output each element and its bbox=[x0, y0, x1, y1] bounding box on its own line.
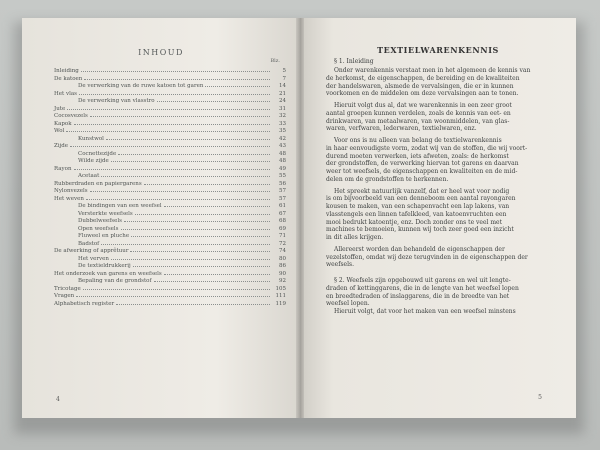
toc-entry-label: Rubberdraden en papiergarens bbox=[54, 180, 142, 187]
toc-entry-label: De bindingen van een weefsel bbox=[78, 203, 162, 209]
toc-entry-page: 5 bbox=[282, 68, 286, 74]
toc-leader-dots bbox=[81, 68, 270, 72]
toc-entry bbox=[54, 181, 286, 189]
body-line: delen om de grondstoffen te herkennen. bbox=[326, 175, 449, 183]
body-line: der grondstoffen, de verwerking hiervan tot garens en daarvan bbox=[326, 160, 519, 168]
toc-leader-dots bbox=[118, 151, 270, 155]
toc-entry bbox=[54, 136, 286, 144]
toc-leader-dots bbox=[111, 256, 270, 260]
body-line: en breedtedraden of inslaggarens, die in de breedte van het bbox=[326, 292, 510, 300]
toc-entry bbox=[54, 91, 286, 99]
body-line: Hieruit volgt, dat voor het maken van een weefsel minstens bbox=[334, 308, 516, 315]
toc-entry-label: Fluweel en pluche bbox=[78, 233, 130, 239]
toc-entry-label: Kapok bbox=[54, 120, 72, 127]
toc-entry bbox=[54, 158, 286, 166]
body-line: is om bijvoorbeeld van een denneboom een aantal rayongaren bbox=[326, 195, 516, 203]
toc-entry-page: 68 bbox=[279, 218, 286, 224]
left-page bbox=[22, 18, 300, 418]
right-page bbox=[300, 18, 576, 418]
toc-entry-page: 21 bbox=[279, 90, 286, 97]
toc-leader-dots bbox=[67, 106, 270, 110]
toc-entry-label: Zijde bbox=[54, 143, 69, 149]
toc-entry-page: 43 bbox=[279, 143, 286, 149]
toc-leader-dots bbox=[74, 166, 270, 170]
toc-entry-label: Bepaling van de grondstof bbox=[78, 278, 152, 284]
toc-entry-page: 74 bbox=[279, 248, 286, 254]
toc-entry bbox=[54, 286, 286, 294]
toc-entry-label: Dubbelweefsels bbox=[78, 218, 122, 224]
toc-entry-page: 105 bbox=[275, 285, 286, 292]
toc-entry-page: 119 bbox=[275, 300, 286, 307]
toc-entry-page: 86 bbox=[279, 263, 286, 269]
toc-entry-label: Badstof bbox=[78, 240, 100, 247]
toc-entry-page: 7 bbox=[282, 75, 286, 82]
body-line: drinkwaren, van metaalwaren, van woonmiddelen, van glas- bbox=[326, 117, 510, 125]
toc-leader-dots bbox=[106, 136, 270, 140]
body-line: durend moeten verwerken, iets afweten, zoals: de herkomst bbox=[326, 152, 509, 160]
toc-leader-dots bbox=[70, 143, 270, 147]
body-line: der handelswaren, alsmede de vervalsingen, die er in kunnen bbox=[326, 82, 514, 90]
toc-entry-page: 32 bbox=[279, 113, 286, 119]
toc-leader-dots bbox=[74, 121, 270, 125]
body-line: draden of kettinggarens, die in de lengte van het weefsel lopen bbox=[326, 284, 519, 292]
toc-entry-page: 61 bbox=[279, 203, 286, 209]
body-line: voorkomen en de middelen om deze vervalsingen aan te tonen. bbox=[326, 90, 519, 98]
toc-entry-label: Nylonvezels bbox=[54, 188, 88, 194]
toc-entry-page: 55 bbox=[279, 173, 286, 179]
toc-leader-dots bbox=[83, 286, 270, 290]
toc-entry-page: 35 bbox=[279, 128, 286, 134]
toc-entry-label: De afwerking of apprêtuur bbox=[54, 248, 129, 254]
body-line: waren, verfwaren, lederwaren, textielwaren, enz. bbox=[326, 125, 477, 133]
body-line: weefsels. bbox=[326, 261, 354, 269]
toc-entry-label: Kunstwol bbox=[78, 135, 104, 142]
toc-entry-page: 69 bbox=[279, 225, 286, 232]
toc-leader-dots bbox=[86, 196, 270, 200]
toc-title: INHOUD bbox=[138, 48, 184, 57]
toc-entry-label: Alphabetisch register bbox=[54, 300, 115, 307]
body-line: § 2. Weefsels zijn opgebouwd uit garens en wel uit lengte- bbox=[334, 277, 511, 284]
body-line: Allereerst worden dan behandeld de eigenschappen der bbox=[334, 245, 505, 253]
page-column-label: Blz. bbox=[270, 58, 280, 64]
toc-entry-label: Versterkte weefsels bbox=[78, 210, 133, 217]
toc-entry bbox=[54, 188, 286, 196]
toc-entry-label: De textieldrukkerij bbox=[78, 263, 131, 269]
toc-entry-label: Cocnettezijde bbox=[78, 150, 117, 157]
body-line: machines te bemoeien, kunnen wij toch zeer goed een inzicht bbox=[326, 226, 514, 234]
body-line: in dit alles krijgen. bbox=[326, 234, 384, 241]
toc-entry bbox=[54, 151, 286, 159]
body-line: kousen te maken, van een schapenvacht een lap lakens, van bbox=[326, 203, 510, 210]
toc-entry-page: 31 bbox=[279, 105, 286, 112]
toc-entry bbox=[54, 203, 286, 211]
body-line: vezelstoffen, omdat wij deze terugvinden in de eigenschappen der bbox=[326, 253, 528, 261]
body-line: Voor ons is nu alleen van belang de textielwarenkennis bbox=[334, 137, 502, 144]
toc-entry-page: 67 bbox=[279, 210, 286, 217]
toc-entry-page: 14 bbox=[279, 83, 286, 89]
toc-leader-dots bbox=[133, 263, 270, 267]
toc-leader-dots bbox=[111, 158, 270, 162]
toc-entry bbox=[54, 196, 286, 204]
toc-entry bbox=[54, 98, 286, 106]
toc-leader-dots bbox=[79, 91, 270, 95]
toc-entry bbox=[54, 166, 286, 174]
body-text bbox=[326, 67, 558, 316]
toc-leader-dots bbox=[157, 98, 270, 102]
toc-entry bbox=[54, 143, 286, 151]
toc-leader-dots bbox=[131, 233, 270, 237]
right-page-number: 5 bbox=[538, 394, 542, 401]
toc-entry-label: Het weven bbox=[54, 195, 84, 202]
body-line: Onder warenkennis verstaat men in het algemeen de kennis van bbox=[334, 67, 531, 74]
toc-leader-dots bbox=[164, 203, 270, 207]
toc-entry-page: 57 bbox=[279, 188, 286, 194]
section-heading: § 1. Inleiding bbox=[334, 58, 374, 65]
toc-leader-dots bbox=[101, 173, 270, 177]
toc-entry bbox=[54, 271, 286, 279]
toc-entry-label: Open weefsels bbox=[78, 225, 119, 232]
body-line: vlasstengels een linnen tafelkleed, van katoenvruchten een bbox=[326, 210, 507, 218]
toc-entry-page: 92 bbox=[279, 278, 286, 284]
toc-entry-page: 90 bbox=[279, 270, 286, 277]
toc-leader-dots bbox=[116, 301, 270, 305]
toc-entry-page: 33 bbox=[279, 120, 286, 127]
toc-entry-label: Jute bbox=[54, 105, 66, 112]
toc-entry-label: Het vlas bbox=[54, 90, 77, 97]
toc-entry-label: Rayon bbox=[54, 165, 72, 172]
toc-entry bbox=[54, 233, 286, 241]
toc-leader-dots bbox=[121, 226, 271, 230]
toc-entry bbox=[54, 256, 286, 264]
toc-entry-label: Cocosvezels bbox=[54, 113, 88, 119]
toc-entry-page: 72 bbox=[279, 240, 286, 247]
toc-entry-page: 49 bbox=[279, 165, 286, 172]
table-of-contents bbox=[54, 68, 286, 308]
toc-entry-page: 48 bbox=[279, 158, 286, 164]
toc-entry bbox=[54, 248, 286, 256]
toc-leader-dots bbox=[101, 241, 270, 245]
toc-entry bbox=[54, 293, 286, 301]
left-page-number: 4 bbox=[56, 396, 60, 403]
toc-entry-page: 80 bbox=[279, 255, 286, 262]
toc-entry-label: Wol bbox=[54, 128, 65, 134]
toc-leader-dots bbox=[144, 181, 270, 185]
toc-entry-page: 111 bbox=[275, 293, 286, 299]
toc-leader-dots bbox=[164, 271, 270, 275]
toc-entry bbox=[54, 301, 286, 309]
toc-entry bbox=[54, 106, 286, 114]
toc-leader-dots bbox=[124, 218, 270, 222]
toc-entry-label: Inleiding bbox=[54, 68, 79, 74]
toc-leader-dots bbox=[205, 83, 270, 87]
toc-entry bbox=[54, 173, 286, 181]
toc-entry-page: 48 bbox=[279, 150, 286, 157]
toc-entry-label: Vragen bbox=[54, 293, 75, 299]
toc-entry bbox=[54, 68, 286, 76]
toc-entry bbox=[54, 226, 286, 234]
body-line: Het spreekt natuurlijk vanzelf, dat er heel wat voor nodig bbox=[334, 187, 510, 195]
toc-entry-label: De verwerking van de ruwe katoen tot garen bbox=[78, 83, 204, 89]
toc-leader-dots bbox=[154, 278, 270, 282]
body-line: weefsel lopen. bbox=[326, 300, 370, 308]
toc-entry-label: Het verven bbox=[78, 255, 109, 262]
toc-entry bbox=[54, 263, 286, 271]
toc-leader-dots bbox=[130, 248, 270, 252]
toc-leader-dots bbox=[76, 293, 270, 297]
body-line: de herkomst, de eigenschappen, de bereiding en de kwaliteiten bbox=[326, 74, 520, 82]
body-line: Hieruit volgt dus al, dat we warenkennis in een zeer groot bbox=[334, 102, 512, 109]
toc-leader-dots bbox=[66, 128, 270, 132]
toc-entry bbox=[54, 121, 286, 129]
chapter-title: TEXTIELWARENKENNIS bbox=[377, 45, 499, 55]
toc-entry bbox=[54, 76, 286, 84]
body-line: in haar eenvoudigste vorm, zodat wij van de stoffen, die wij voort- bbox=[326, 144, 528, 152]
toc-entry bbox=[54, 241, 286, 249]
toc-entry bbox=[54, 211, 286, 219]
toc-entry-label: Wilde zijde bbox=[78, 158, 109, 164]
toc-entry-label: Tricotage bbox=[54, 285, 81, 292]
book-gutter bbox=[296, 18, 304, 418]
toc-entry-label: Acetaat bbox=[78, 173, 100, 179]
toc-entry bbox=[54, 278, 286, 286]
toc-leader-dots bbox=[84, 76, 270, 80]
toc-entry-page: 24 bbox=[279, 98, 286, 104]
body-line: weer tot weefsels, de eigenschappen en kwaliteiten en de mid- bbox=[326, 168, 518, 175]
toc-entry-page: 56 bbox=[279, 180, 286, 187]
toc-leader-dots bbox=[90, 188, 270, 192]
toc-entry-page: 57 bbox=[279, 195, 286, 202]
toc-entry bbox=[54, 83, 286, 91]
toc-entry-label: De katoen bbox=[54, 75, 83, 82]
body-line: aantal groepen kunnen verdelen, zoals de kennis van eet- en bbox=[326, 109, 511, 117]
toc-entry-page: 71 bbox=[279, 233, 286, 239]
toc-entry-label: De verwerking van vlasstro bbox=[78, 98, 155, 104]
body-line: mooi bedrukt katoentje, enz. Doch zonder ons te veel met bbox=[326, 218, 502, 226]
toc-entry bbox=[54, 128, 286, 136]
toc-entry bbox=[54, 218, 286, 226]
toc-leader-dots bbox=[90, 113, 270, 117]
toc-entry bbox=[54, 113, 286, 121]
toc-entry-label: Het onderzoek van garens en weefsels bbox=[54, 270, 162, 277]
toc-entry-page: 42 bbox=[279, 135, 286, 142]
toc-leader-dots bbox=[135, 211, 270, 215]
